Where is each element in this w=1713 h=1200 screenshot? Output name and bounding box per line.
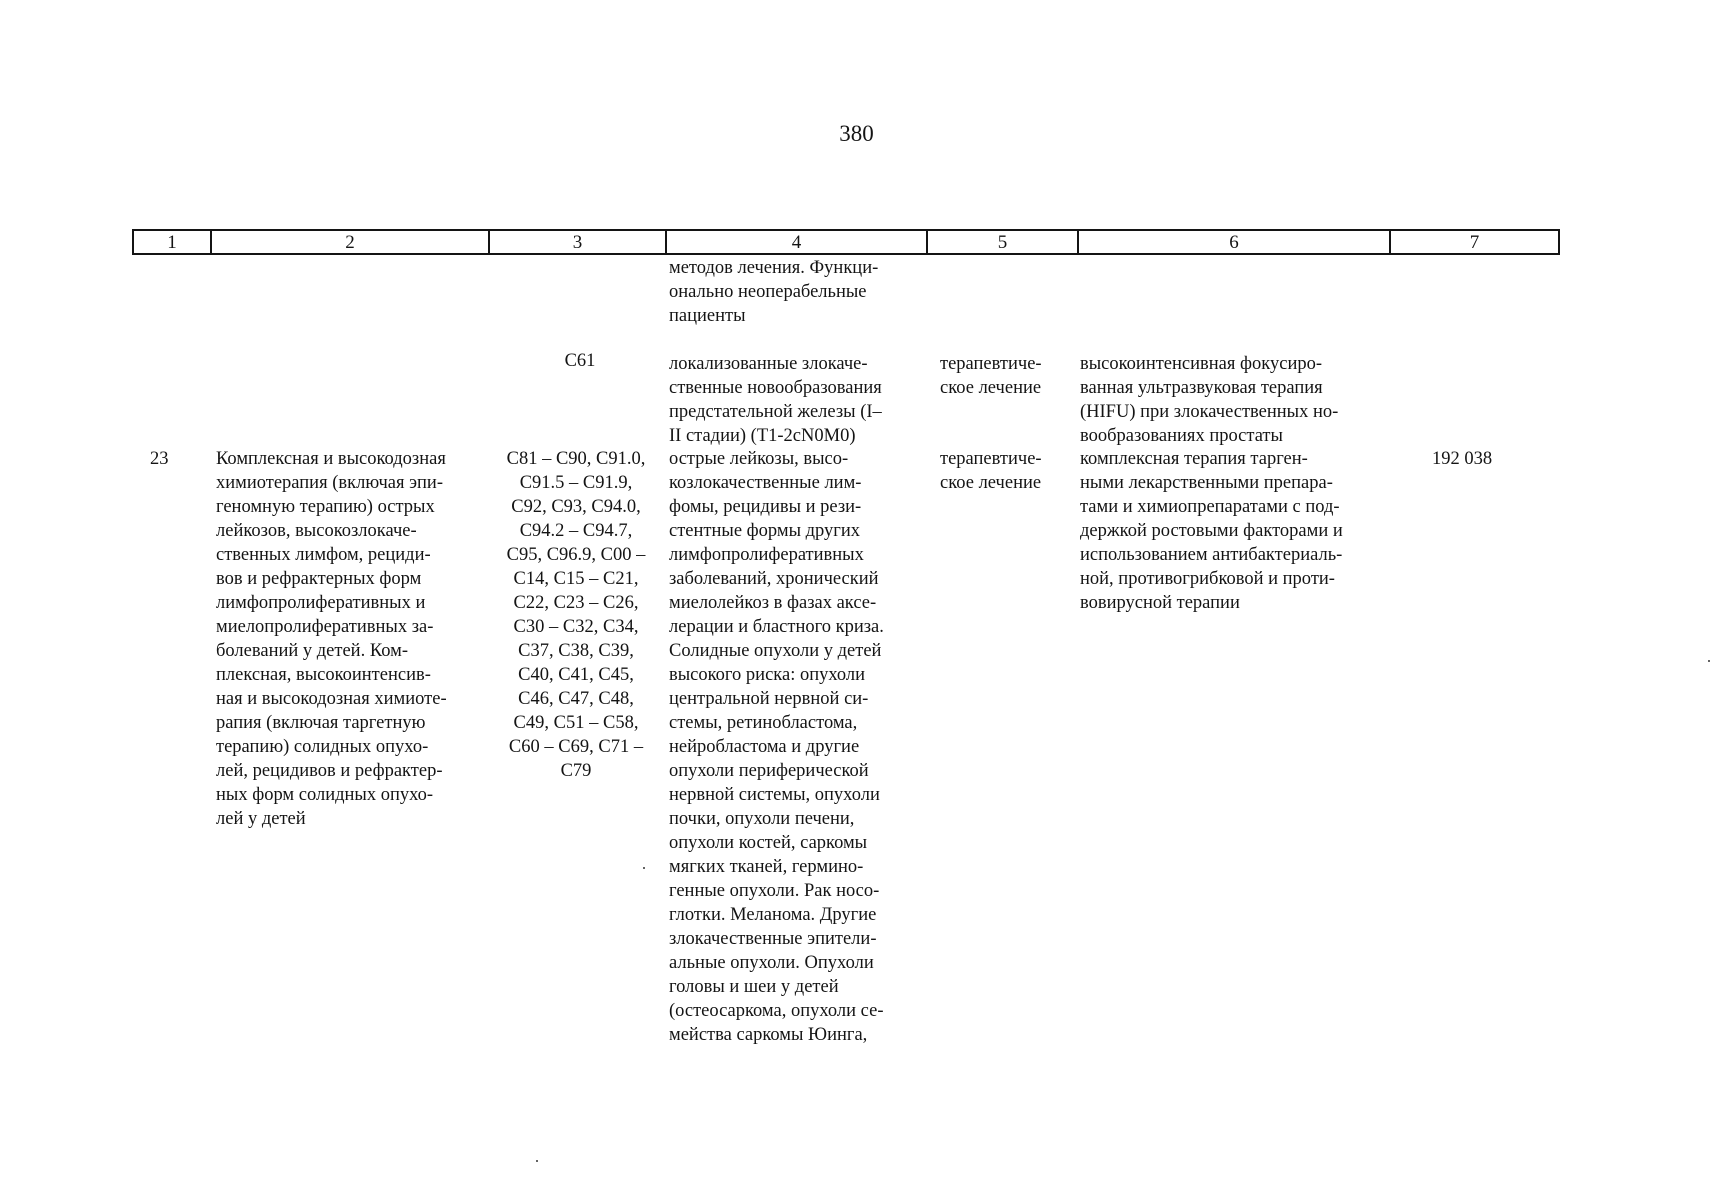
page-number: 380 bbox=[839, 121, 874, 146]
scan-speck bbox=[643, 867, 645, 869]
continuation-diagnosis-text: методов лечения. Функци- онально неоперабельные пациенты bbox=[669, 258, 879, 326]
header-col-2: 2 bbox=[210, 231, 488, 253]
header-col-4: 4 bbox=[665, 231, 926, 253]
header-col-3: 3 bbox=[488, 231, 665, 253]
c61-treatment-type: терапевтиче- ское лечение bbox=[940, 354, 1042, 398]
header-col-1: 1 bbox=[167, 232, 177, 253]
header-col-6: 6 bbox=[1077, 231, 1389, 253]
scan-speck bbox=[536, 1160, 538, 1162]
scan-speck bbox=[1708, 660, 1710, 662]
header-col-7: 7 bbox=[1389, 231, 1558, 253]
c61-diagnosis: локализованные злокаче- ственные новообразования предстательной железы (I– II стадии) (T1-2cN0M0) bbox=[669, 354, 882, 446]
table-header-row bbox=[132, 229, 1560, 255]
row-23-care-type: Комплексная и высокодозная химиотерапия (включая эпи- геномную терапию) острых лейкозов, высокозлокаче- ственных лимфом, рециди- вов и рефрактерных форм лимфопролиферативных и миелопролиферативных за- болеваний у детей. Ком- плексная, высокоинтенсив- ная и высокодозная химиоте- рапия (включая таргетную терапию) солидных опухо- лей, рецидивов и рефрактер- ных форм солидных опухо- лей у детей bbox=[216, 449, 447, 829]
row-23-number: 23 bbox=[150, 449, 169, 469]
row-23-cost: 192 038 bbox=[1432, 449, 1493, 469]
row-23-treatment-type: терапевтиче- ское лечение bbox=[940, 449, 1042, 493]
row-23-icd-codes: C81 – C90, C91.0, C91.5 – C91.9, C92, C93, C94.0, C94.2 – C94.7, C95, C96.9, C00 – C14, C15 – C21, C22, C23 – C26, C30 – C32, C34, C37, C38, C39, C40, C41, C45, C46, C47, C48, C49, C51 – C58, C60 – C69, C71 – C79 bbox=[506, 449, 646, 781]
header-col-5: 5 bbox=[926, 231, 1077, 253]
c61-icd-code: C61 bbox=[564, 351, 596, 371]
c61-treatment-method: высокоинтенсивная фокусиро- ванная ультразвуковая терапия (HIFU) при злокачественных но- вообразованиях простаты bbox=[1080, 354, 1339, 446]
row-23-diagnosis: острые лейкозы, высо- козлокачественные лим- фомы, рецидивы и рези- стентные формы других лимфопролиферативных заболеваний, хронический миелолейкоз в фазах аксе- лерации и бластного криза. Солидные опухоли у детей высокого риска: опухоли центральной нервной си- стемы, ретинобластома, нейробластома и другие опухоли периферической нервной системы, опухоли почки, опухоли печени, опухоли костей, саркомы мягких тканей, гермино- генные опухоли. Рак носо- глотки. Меланома. Другие злокачественные эпители- альные опухоли. Опухоли головы и шеи у детей (остеосаркома, опухоли се- мейства саркомы Юинга, bbox=[669, 449, 884, 1045]
row-23-treatment-method: комплексная терапия тарген- ными лекарственными препара- тами и химиопрепаратами с под- держкой ростовыми факторами и использованием антибактериаль- ной, противогрибковой и проти- вовирусной терапии bbox=[1080, 449, 1343, 613]
